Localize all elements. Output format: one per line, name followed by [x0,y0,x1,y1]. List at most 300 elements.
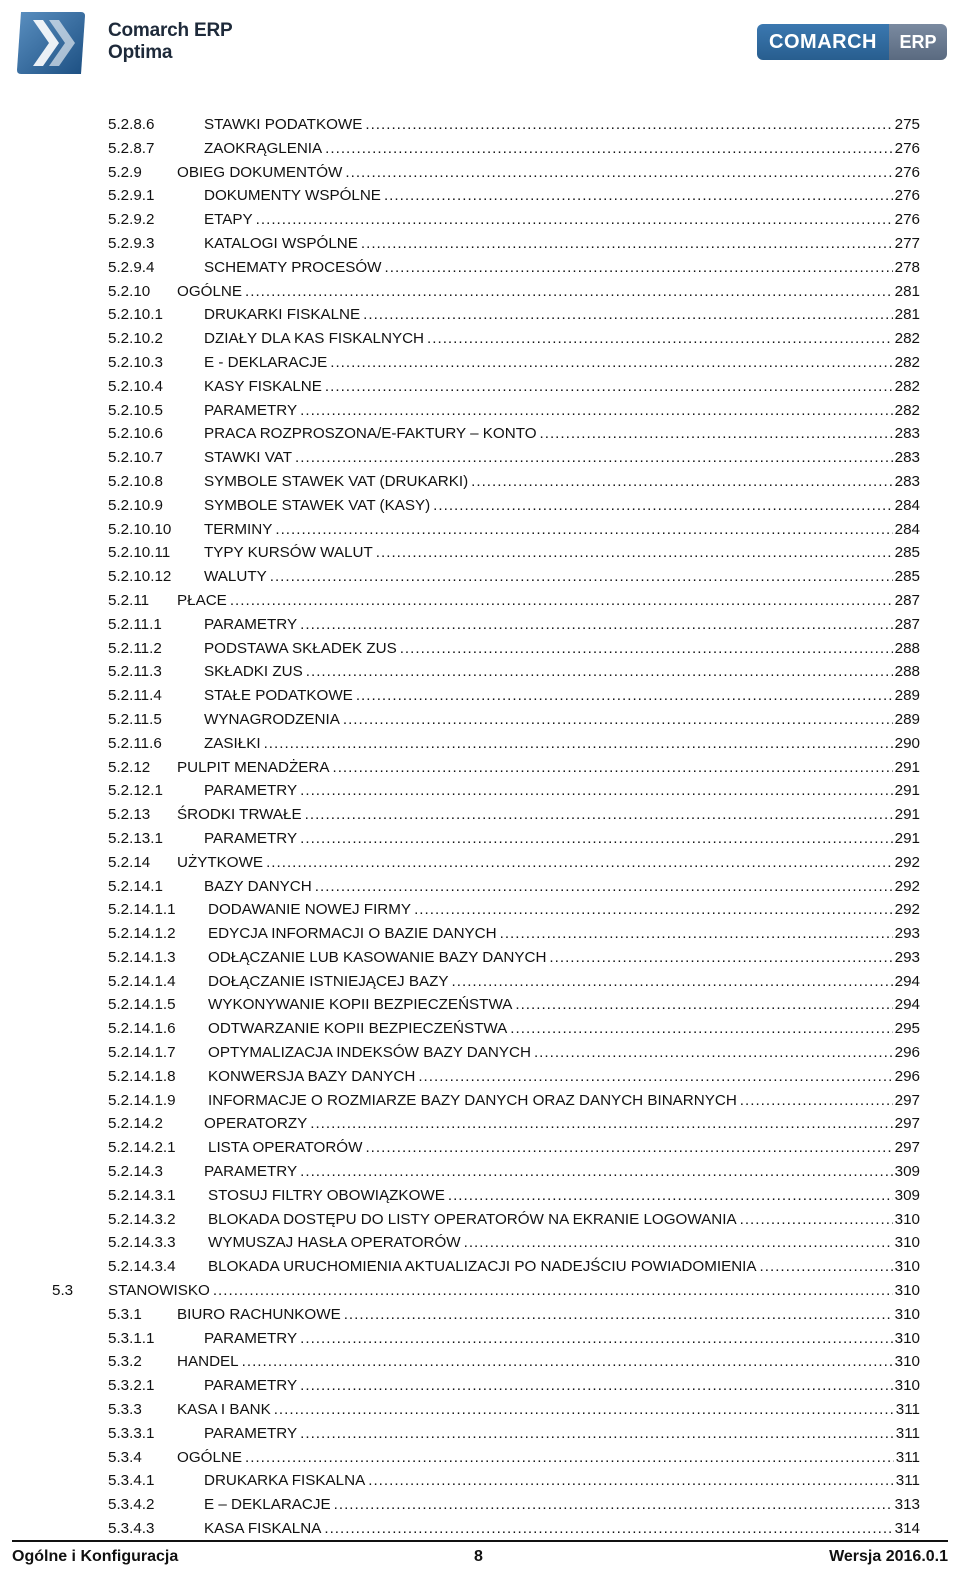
toc-entry-number: 5.3 [52,1282,74,1300]
toc-dot-leader [324,1517,892,1541]
toc-entry[interactable] [0,422,960,446]
toc-dot-leader [270,565,893,589]
toc-dot-leader [332,756,892,780]
toc-dot-leader [510,1017,892,1041]
toc-entry-page: 291 [894,782,920,800]
toc-entry[interactable] [0,1255,960,1279]
brand-line-2: Optima [108,42,173,63]
toc-entry-page: 292 [894,853,920,871]
toc-entry-page: 297 [894,1091,920,1109]
toc-entry[interactable] [0,375,960,399]
toc-dot-leader [245,280,893,304]
toc-entry-title: PARAMETRY [204,1329,298,1347]
toc-entry-page: 290 [894,734,920,752]
toc-entry-page: 282 [894,401,920,419]
toc-entry-number: 5.2.10.10 [108,520,172,538]
toc-entry[interactable] [0,1303,960,1327]
toc-entry-number: 5.2.14.1.3 [108,948,176,966]
toc-entry-page: 281 [894,282,920,300]
toc-entry-page: 292 [894,877,920,895]
toc-entry-number: 5.3.4.3 [108,1520,155,1538]
toc-entry[interactable] [0,1208,960,1232]
toc-entry-number: 5.3.4.1 [108,1472,155,1490]
toc-dot-leader [534,1041,893,1065]
toc-dot-leader [400,637,893,661]
toc-entry-number: 5.2.11.1 [108,615,162,633]
toc-entry-title: PARAMETRY [204,615,298,633]
toc-entry-number: 5.2.9.4 [108,258,155,276]
toc-entry-title: KASA I BANK [177,1401,271,1419]
toc-entry-number: 5.2.14.1 [108,877,163,895]
toc-entry-page: 296 [894,1044,920,1062]
toc-entry[interactable] [0,399,960,423]
toc-entry-page: 314 [894,1520,920,1538]
toc-entry-number: 5.2.13.1 [108,829,163,847]
toc-dot-leader [230,589,893,613]
erp-logo-text: ERP [889,24,947,60]
footer-document-title: Ogólne i Konfiguracja [12,1548,179,1565]
toc-entry-page: 276 [894,163,920,181]
toc-entry-number: 5.2.14.1.6 [108,1020,176,1038]
toc-entry-title: UŻYTKOWE [177,853,264,871]
toc-entry-page: 283 [894,472,920,490]
toc-entry-title: SYMBOLE STAWEK VAT (DRUKARKI) [204,472,469,490]
toc-dot-leader [334,1493,893,1517]
toc-dot-leader [343,708,893,732]
toc-entry-number: 5.2.14.3.4 [108,1258,176,1276]
toc-dot-leader [300,1374,893,1398]
toc-entry-page: 291 [894,806,920,824]
toc-entry-number: 5.2.14.1.7 [108,1044,176,1062]
toc-entry-page: 287 [894,591,920,609]
toc-dot-leader [274,1398,894,1422]
toc-entry-number: 5.3.2 [108,1353,142,1371]
toc-entry[interactable] [0,708,960,732]
toc-entry-title: TERMINY [204,520,273,538]
toc-entry-page: 291 [894,829,920,847]
toc-entry-title: KASA FISKALNA [204,1520,322,1538]
toc-entry-page: 310 [894,1377,920,1395]
toc-entry[interactable] [0,1469,960,1493]
toc-entry-title: WYKONYWANIE KOPII BEZPIECZEŃSTWA [208,996,513,1014]
toc-entry-title: STAWKI PODATKOWE [204,116,363,133]
toc-dot-leader [315,875,893,899]
toc-entry-title: DOŁĄCZANIE ISTNIEJĄCEJ BAZY [208,972,449,990]
toc-entry[interactable] [0,351,960,375]
toc-entry[interactable] [0,684,960,708]
toc-dot-leader [448,1184,893,1208]
toc-entry-title: BAZY DANYCH [204,877,312,895]
toc-entry[interactable] [0,851,960,875]
comarch-erp-optima-logo-icon [15,8,87,78]
toc-entry[interactable] [0,970,960,994]
toc-entry-number: 5.2.10.12 [108,568,172,586]
toc-entry[interactable] [0,113,960,137]
comarch-erp-logo [757,24,947,60]
toc-entry-page: 311 [895,1401,920,1419]
toc-entry[interactable] [0,898,960,922]
toc-entry-page: 294 [894,972,920,990]
toc-entry-number: 5.2.11.2 [108,639,162,657]
toc-entry[interactable] [0,1065,960,1089]
page-footer [12,1540,948,1572]
table-of-contents [0,113,960,1541]
toc-entry-page: 310 [894,1282,920,1300]
toc-entry-number: 5.2.14.3.1 [108,1186,176,1204]
toc-entry-number: 5.3.4.2 [108,1496,155,1514]
toc-entry[interactable] [0,1231,960,1255]
toc-entry-page: 291 [894,758,920,776]
toc-entry-page: 313 [894,1496,920,1514]
toc-entry[interactable] [0,327,960,351]
toc-entry-title: ZASIŁKI [204,734,261,752]
toc-entry-title: OPTYMALIZACJA INDEKSÓW BAZY DANYCH [208,1044,531,1062]
toc-entry-number: 5.3.1 [108,1305,142,1323]
toc-entry-title: BLOKADA DOSTĘPU DO LISTY OPERATORÓW NA EKRANIE LOGOWANIA [208,1210,737,1228]
toc-entry-number: 5.2.10.3 [108,353,163,371]
toc-entry-page: 296 [894,1067,920,1085]
toc-entry-number: 5.2.10.7 [108,449,163,467]
toc-entry[interactable] [0,922,960,946]
toc-entry-title: ETAPY [204,211,253,229]
toc-entry[interactable] [0,1350,960,1374]
toc-entry[interactable] [0,232,960,256]
toc-entry-title: OPERATORZY [204,1115,308,1133]
toc-entry-number: 5.2.14.3.3 [108,1234,176,1252]
toc-entry-page: 278 [894,258,920,276]
toc-entry[interactable] [0,1089,960,1113]
toc-entry-number: 5.2.12.1 [108,782,163,800]
toc-entry-title: DOKUMENTY WSPÓLNE [204,187,381,205]
toc-entry-page: 283 [894,449,920,467]
toc-entry-title: STOSUJ FILTRY OBOWIĄZKOWE [208,1186,445,1204]
toc-entry[interactable] [0,1184,960,1208]
toc-dot-leader [310,1112,892,1136]
toc-entry-title: DZIAŁY DLA KAS FISKALNYCH [204,330,425,348]
toc-entry-title: KASY FISKALNE [204,377,322,395]
toc-entry-number: 5.3.2.1 [108,1377,155,1395]
toc-entry-number: 5.2.14 [108,853,151,871]
toc-entry-number: 5.2.10.11 [108,544,171,562]
toc-entry-page: 311 [895,1424,920,1442]
toc-entry-page: 284 [894,520,920,538]
toc-dot-leader [305,803,893,827]
toc-entry-page: 289 [894,710,920,728]
toc-entry[interactable] [0,1327,960,1351]
toc-entry-page: 293 [894,925,920,943]
toc-entry-number: 5.3.4 [108,1448,142,1466]
toc-entry-title: SYMBOLE STAWEK VAT (KASY) [204,496,431,514]
toc-entry-page: 289 [894,687,920,705]
toc-dot-leader [245,1446,894,1470]
toc-entry-page: 288 [894,639,920,657]
toc-entry-number: 5.2.9.1 [108,187,155,205]
toc-dot-leader [300,1327,893,1351]
toc-dot-leader [213,1279,893,1303]
toc-entry-number: 5.2.14.1.1 [108,901,176,919]
toc-dot-leader [264,732,893,756]
toc-entry-number: 5.2.8.7 [108,139,155,157]
toc-entry-title: BIURO RACHUNKOWE [177,1305,341,1323]
toc-entry[interactable] [0,1112,960,1136]
toc-entry-page: 311 [895,1448,920,1466]
toc-entry-page: 310 [894,1234,920,1252]
toc-dot-leader [275,518,892,542]
toc-dot-leader [368,1469,894,1493]
toc-dot-leader [384,184,893,208]
toc-entry-number: 5.2.10.5 [108,401,163,419]
toc-entry-number: 5.2.13 [108,806,151,824]
toc-dot-leader [256,208,893,232]
toc-entry-page: 276 [894,211,920,229]
toc-entry[interactable] [0,1517,960,1541]
toc-entry-page: 309 [894,1186,920,1204]
toc-entry-title: OBIEG DOKUMENTÓW [177,163,343,181]
toc-entry-number: 5.2.14.1.5 [108,996,176,1014]
toc-entry-number: 5.2.10.4 [108,377,163,395]
toc-entry-page: 282 [894,330,920,348]
toc-dot-leader [356,684,893,708]
toc-dot-leader [363,303,893,327]
toc-entry-title: TYPY KURSÓW WALUT [204,544,373,562]
toc-entry[interactable] [0,137,960,161]
toc-entry-page: 297 [894,1139,920,1157]
toc-entry-page: 309 [894,1163,920,1181]
toc-entry-title: LISTA OPERATORÓW [208,1139,363,1157]
toc-entry-number: 5.2.9.3 [108,234,155,252]
toc-dot-leader [300,399,893,423]
toc-dot-leader [740,1089,893,1113]
toc-dot-leader [500,922,893,946]
toc-entry-page: 310 [894,1329,920,1347]
toc-entry[interactable] [0,518,960,542]
toc-dot-leader [740,1208,893,1232]
toc-entry-number: 5.2.11.4 [108,687,162,705]
toc-entry-title: ODTWARZANIE KOPII BEZPIECZEŃSTWA [208,1020,508,1038]
toc-entry-title: PARAMETRY [204,782,298,800]
toc-entry-title: KATALOGI WSPÓLNE [204,234,358,252]
toc-entry-number: 5.2.9.2 [108,211,155,229]
toc-entry-title: BLOKADA URUCHOMIENIA AKTUALIZACJI PO NADEJŚCIU POWIADOMIENIA [208,1258,757,1276]
toc-entry-page: 288 [894,663,920,681]
toc-entry-page: 310 [894,1353,920,1371]
toc-entry-number: 5.2.10.8 [108,472,163,490]
toc-dot-leader [464,1231,893,1255]
toc-entry-number: 5.2.10.2 [108,330,163,348]
toc-entry-title: ODŁĄCZANIE LUB KASOWANIE BAZY DANYCH [208,948,547,966]
toc-entry[interactable] [0,280,960,304]
toc-entry-page: 297 [894,1115,920,1133]
toc-dot-leader [300,1422,894,1446]
toc-entry-title: ZAOKRĄGLENIA [204,139,323,157]
toc-entry-page: 310 [894,1305,920,1323]
toc-entry[interactable] [0,303,960,327]
toc-dot-leader [433,494,892,518]
toc-dot-leader [325,375,893,399]
toc-dot-leader [361,232,893,256]
toc-entry-page: 310 [894,1210,920,1228]
toc-entry-page: 310 [894,1258,920,1276]
toc-entry-title: WYMUSZAJ HASŁA OPERATORÓW [208,1234,461,1252]
toc-dot-leader [345,161,892,185]
toc-entry-title: PŁACE [177,591,227,609]
toc-entry[interactable] [0,637,960,661]
toc-entry-title: STAWKI VAT [204,449,293,467]
toc-entry-title: INFORMACJE O ROZMIARZE BAZY DANYCH ORAZ DANYCH BINARNYCH [208,1091,737,1109]
toc-entry-title: PARAMETRY [204,1163,298,1181]
toc-entry-number: 5.2.10.1 [108,306,163,324]
toc-entry-title: PARAMETRY [204,1424,298,1442]
toc-entry-page: 295 [894,1020,920,1038]
toc-entry[interactable] [0,732,960,756]
toc-entry[interactable] [0,161,960,185]
toc-entry-title: PARAMETRY [204,1377,298,1395]
toc-entry-number: 5.2.14.3 [108,1163,163,1181]
toc-entry[interactable] [0,756,960,780]
toc-entry[interactable] [0,875,960,899]
footer-page-number: 8 [474,1548,483,1565]
toc-entry-number: 5.2.8.6 [108,116,155,133]
toc-entry[interactable] [0,1279,960,1303]
toc-entry-page: 285 [894,568,920,586]
toc-dot-leader [452,970,893,994]
toc-entry-title: E - DEKLARACJE [204,353,328,371]
toc-entry-title: OGÓLNE [177,282,242,300]
toc-entry-number: 5.2.14.1.8 [108,1067,176,1085]
toc-entry-number: 5.2.10 [108,282,151,300]
toc-entry-number: 5.2.10.9 [108,496,163,514]
toc-entry[interactable] [0,1017,960,1041]
toc-entry[interactable] [0,1136,960,1160]
toc-entry-title: OGÓLNE [177,1448,242,1466]
toc-entry[interactable] [0,946,960,970]
toc-entry[interactable] [0,613,960,637]
toc-entry-page: 294 [894,996,920,1014]
toc-entry[interactable] [0,184,960,208]
toc-entry[interactable] [0,803,960,827]
toc-entry-page: 281 [894,306,920,324]
toc-dot-leader [344,1303,893,1327]
toc-dot-leader [540,422,893,446]
toc-entry-number: 5.2.14.1.4 [108,972,176,990]
toc-dot-leader [515,993,892,1017]
toc-dot-leader [300,1160,893,1184]
toc-entry-number: 5.3.1.1 [108,1329,155,1347]
brand-line-1: Comarch ERP [108,20,233,41]
toc-entry-page: 287 [894,615,920,633]
toc-dot-leader [242,1350,893,1374]
toc-entry[interactable] [0,993,960,1017]
toc-entry-number: 5.2.14.2 [108,1115,163,1133]
toc-entry-title: STANOWISKO [108,1282,210,1300]
toc-entry[interactable] [0,1422,960,1446]
toc-dot-leader [295,446,893,470]
toc-dot-leader [418,1065,892,1089]
toc-entry[interactable] [0,1446,960,1470]
toc-dot-leader [414,898,893,922]
toc-entry-title: STAŁE PODATKOWE [204,687,353,705]
page-header [0,0,960,95]
footer-version: Wersja 2016.0.1 [829,1548,948,1565]
toc-entry-title: KONWERSJA BAZY DANYCH [208,1067,416,1085]
toc-entry[interactable] [0,541,960,565]
toc-entry-page: 277 [894,234,920,252]
toc-dot-leader [300,613,893,637]
toc-entry-title: PODSTAWA SKŁADEK ZUS [204,639,397,657]
toc-entry[interactable] [0,208,960,232]
toc-entry[interactable] [0,1398,960,1422]
toc-entry-number: 5.2.9 [108,163,142,181]
toc-entry-page: 283 [894,425,920,443]
toc-entry-number: 5.2.10.6 [108,425,163,443]
toc-dot-leader [306,660,893,684]
toc-entry-title: EDYCJA INFORMACJI O BAZIE DANYCH [208,925,497,943]
toc-dot-leader [266,851,893,875]
toc-entry-page: 293 [894,948,920,966]
toc-entry[interactable] [0,256,960,280]
toc-entry-page: 284 [894,496,920,514]
toc-entry[interactable] [0,565,960,589]
brand-name [108,20,233,64]
toc-entry-title: PARAMETRY [204,401,298,419]
toc-entry-title: SCHEMATY PROCESÓW [204,258,382,276]
toc-entry[interactable] [0,470,960,494]
toc-entry-number: 5.2.14.1.9 [108,1091,176,1109]
toc-entry-title: DRUKARKI FISKALNE [204,306,361,324]
toc-entry-title: PULPIT MENADŻERA [177,758,330,776]
toc-dot-leader [471,470,893,494]
toc-entry-title: WALUTY [204,568,267,586]
toc-entry-title: WYNAGRODZENIA [204,710,340,728]
toc-entry-number: 5.3.3 [108,1401,142,1419]
toc-entry-page: 292 [894,901,920,919]
toc-entry-number: 5.2.11.5 [108,710,162,728]
toc-entry[interactable] [0,660,960,684]
toc-entry-number: 5.2.11.3 [108,663,162,681]
toc-dot-leader [365,1136,892,1160]
toc-entry[interactable] [0,494,960,518]
toc-entry-page: 285 [894,544,920,562]
toc-entry-page: 311 [895,1472,920,1490]
toc-entry-title: PRACA ROZPROSZONA/E-FAKTURY – KONTO [204,425,537,443]
toc-dot-leader [376,541,893,565]
toc-dot-leader [300,827,893,851]
toc-entry-title: SKŁADKI ZUS [204,663,303,681]
toc-entry-page: 275 [894,116,920,133]
toc-entry[interactable] [0,779,960,803]
toc-entry-page: 276 [894,187,920,205]
toc-dot-leader [300,779,893,803]
toc-dot-leader [549,946,892,970]
toc-entry-title: HANDEL [177,1353,239,1371]
toc-entry[interactable] [0,589,960,613]
toc-dot-leader [325,137,893,161]
toc-entry-number: 5.2.11.6 [108,734,162,752]
toc-entry[interactable] [0,827,960,851]
toc-entry-title: DODAWANIE NOWEJ FIRMY [208,901,412,919]
toc-entry-number: 5.2.14.3.2 [108,1210,176,1228]
toc-entry[interactable] [0,1160,960,1184]
toc-dot-leader [365,113,892,137]
toc-entry[interactable] [0,1374,960,1398]
toc-entry[interactable] [0,1493,960,1517]
toc-entry-number: 5.2.11 [108,591,150,609]
toc-dot-leader [760,1255,893,1279]
toc-dot-leader [385,256,893,280]
toc-entry[interactable] [0,1041,960,1065]
toc-entry-number: 5.2.12 [108,758,151,776]
toc-entry[interactable] [0,446,960,470]
